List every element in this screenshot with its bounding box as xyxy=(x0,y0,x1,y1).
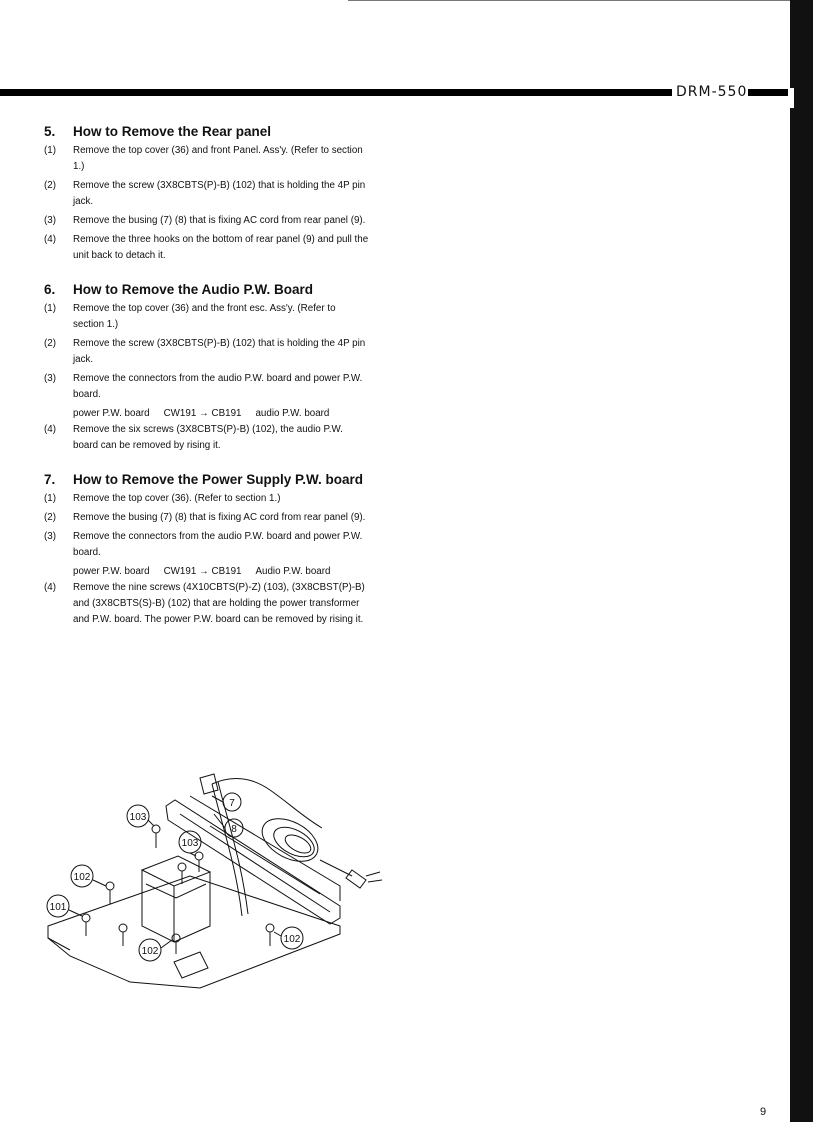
ac-plug xyxy=(346,870,366,888)
connector-mapping: power P.W. board CW191 → CB191 audio P.W. board xyxy=(73,408,330,419)
connector-mapping: power P.W. board CW191 → CB191 Audio P.W. board xyxy=(73,566,331,577)
ac-cord xyxy=(212,784,242,916)
exploded-view-diagram xyxy=(40,756,400,996)
step: (2) Remove the screw (3X8CBTS(P)-B) (102) that is holding the 4P pin jack. xyxy=(44,338,366,365)
transformer xyxy=(142,856,210,886)
section-rear-panel xyxy=(44,124,369,264)
coiled-cord xyxy=(255,810,325,870)
model-title: DRM-550 xyxy=(676,84,748,100)
callout-label: 8 xyxy=(231,824,237,835)
callout-label: 103 xyxy=(129,812,147,823)
header-rule xyxy=(0,89,672,96)
section-heading: 6. How to Remove the Audio P.W. Board xyxy=(44,282,314,297)
step: (3) Remove the connectors from the audio P.W. board and power P.W. board. xyxy=(44,531,363,558)
section-power-board xyxy=(44,472,369,628)
section-heading: 7. How to Remove the Power Supply P.W. board xyxy=(44,472,364,487)
step: (2) Remove the busing (7) (8) that is fixing AC cord from rear panel (9). xyxy=(44,512,366,523)
step: (1) Remove the top cover (36) and front Panel. Ass'y. (Refer to section 1.) xyxy=(44,145,363,172)
step: (4) Remove the three hooks on the bottom of rear panel (9) and pull the unit back to detach it. xyxy=(44,234,369,261)
step: (4) Remove the six screws (3X8CBTS(P)-B) (102), the audio P.W. board can be removed by rising it. xyxy=(44,424,343,451)
callout-label: 102 xyxy=(73,872,91,883)
pw-board xyxy=(48,876,340,988)
instructions xyxy=(44,124,369,646)
header-rule-end xyxy=(748,89,788,96)
step: (1) Remove the top cover (36) and the front esc. Ass'y. (Refer to section 1.) xyxy=(44,303,336,330)
page-number: 9 xyxy=(760,1106,767,1118)
screws xyxy=(82,825,274,954)
callout-label: 102 xyxy=(141,946,159,957)
page-edge-band xyxy=(790,0,813,1122)
bushing xyxy=(200,774,218,794)
step: (3) Remove the busing (7) (8) that is fixing AC cord from rear panel (9). xyxy=(44,215,366,226)
section-heading: 5. How to Remove the Rear panel xyxy=(44,124,272,139)
callout-label: 101 xyxy=(49,902,67,913)
step: (2) Remove the screw (3X8CBTS(P)-B) (102) that is holding the 4P pin jack. xyxy=(44,180,366,207)
section-audio-board xyxy=(44,282,369,454)
callout-label: 103 xyxy=(181,838,199,849)
step: (1) Remove the top cover (36). (Refer to section 1.) xyxy=(44,493,281,504)
step: (3) Remove the connectors from the audio P.W. board and power P.W. board. xyxy=(44,373,363,400)
callout-label: 7 xyxy=(229,798,235,809)
top-edge-line xyxy=(348,0,813,1)
capacitor xyxy=(174,952,208,978)
callout-label: 102 xyxy=(283,934,301,945)
step: (4) Remove the nine screws (4X10CBTS(P)-Z) (103), (3X8CBST(P)-B) and (3X8CBTS(S)-B) (102) that are holding the power transformer and P.W. board. The power P.W. board can be removed by rising it. xyxy=(44,582,365,625)
